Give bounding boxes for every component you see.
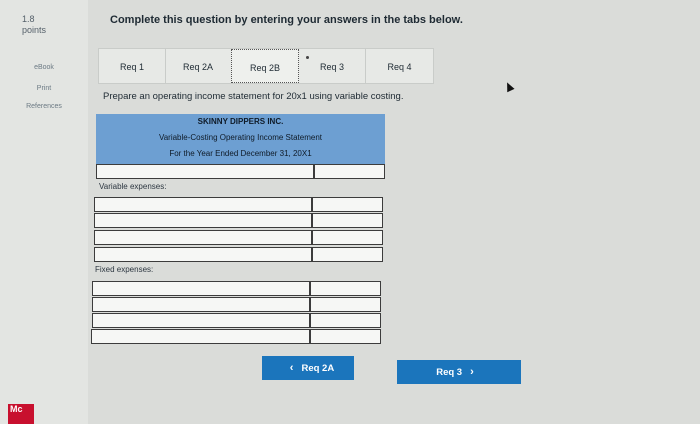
amount-input[interactable] xyxy=(310,297,381,312)
next-req-label: Req 3 xyxy=(436,366,463,378)
sidebar xyxy=(0,0,88,424)
instructions: Complete this question by entering your answers in the tabs below. xyxy=(110,14,463,26)
tab-bar xyxy=(98,48,434,84)
table-row xyxy=(92,281,381,296)
line-item-label-input[interactable] xyxy=(94,230,312,245)
table-row xyxy=(92,313,381,328)
amount-input[interactable] xyxy=(312,230,383,245)
table-row xyxy=(96,164,385,179)
table-row xyxy=(91,329,380,344)
tab-req-2b[interactable]: Req 2B xyxy=(231,49,299,83)
amount-input[interactable] xyxy=(312,213,383,228)
line-item-label-input[interactable] xyxy=(92,313,310,328)
statement-title: Variable-Costing Operating Income Statement xyxy=(158,133,323,142)
amount-input[interactable] xyxy=(310,281,381,296)
statement-header xyxy=(96,114,385,164)
next-req-button[interactable] xyxy=(397,360,521,384)
prev-req-button[interactable] xyxy=(262,356,354,380)
fixed-expenses-label: Fixed expenses: xyxy=(95,265,154,274)
table-row xyxy=(94,247,383,262)
variable-expenses-label: Variable expenses: xyxy=(99,182,167,191)
table-row xyxy=(94,197,383,212)
mcgraw-hill-logo: Mc xyxy=(8,404,34,424)
company-name: SKINNY DIPPERS INC. xyxy=(197,117,284,126)
prev-req-label: Req 2A xyxy=(301,362,335,374)
mouse-cursor-icon xyxy=(503,81,514,93)
amount-input[interactable] xyxy=(314,164,385,179)
points-value: 1.8 xyxy=(22,14,35,24)
print-link[interactable]: Print xyxy=(36,85,52,92)
amount-input[interactable] xyxy=(310,313,381,328)
table-row xyxy=(92,297,381,312)
tab-req-2a[interactable]: Req 2A xyxy=(182,62,214,72)
table-row xyxy=(94,230,383,245)
line-item-label-input[interactable] xyxy=(94,213,312,228)
tab-req-3[interactable]: Req 3 xyxy=(319,62,345,72)
line-item-label-input[interactable] xyxy=(91,329,310,344)
tab-req-1[interactable]: Req 1 xyxy=(119,62,145,72)
line-item-label-input[interactable] xyxy=(96,164,314,179)
points-indicator xyxy=(22,14,46,36)
tab-req-4[interactable]: Req 4 xyxy=(387,62,412,72)
chevron-left-icon: ‹ xyxy=(289,362,294,374)
points-label: points xyxy=(22,25,47,35)
line-item-label-input[interactable] xyxy=(92,281,310,296)
tab-indicator-dot xyxy=(306,56,309,59)
ebook-link[interactable]: eBook xyxy=(34,64,54,71)
statement-period: For the Year Ended December 31, 20X1 xyxy=(169,149,312,158)
amount-input[interactable] xyxy=(312,197,383,212)
line-item-label-input[interactable] xyxy=(92,297,310,312)
chevron-right-icon: › xyxy=(470,366,474,378)
table-row xyxy=(94,213,383,228)
references-link[interactable]: References xyxy=(26,103,62,110)
question-prompt: Prepare an operating income statement for 20x1 using variable costing. xyxy=(103,91,404,102)
amount-input[interactable] xyxy=(310,329,381,344)
amount-input[interactable] xyxy=(312,247,383,262)
line-item-label-input[interactable] xyxy=(94,197,312,212)
line-item-label-input[interactable] xyxy=(94,247,312,262)
